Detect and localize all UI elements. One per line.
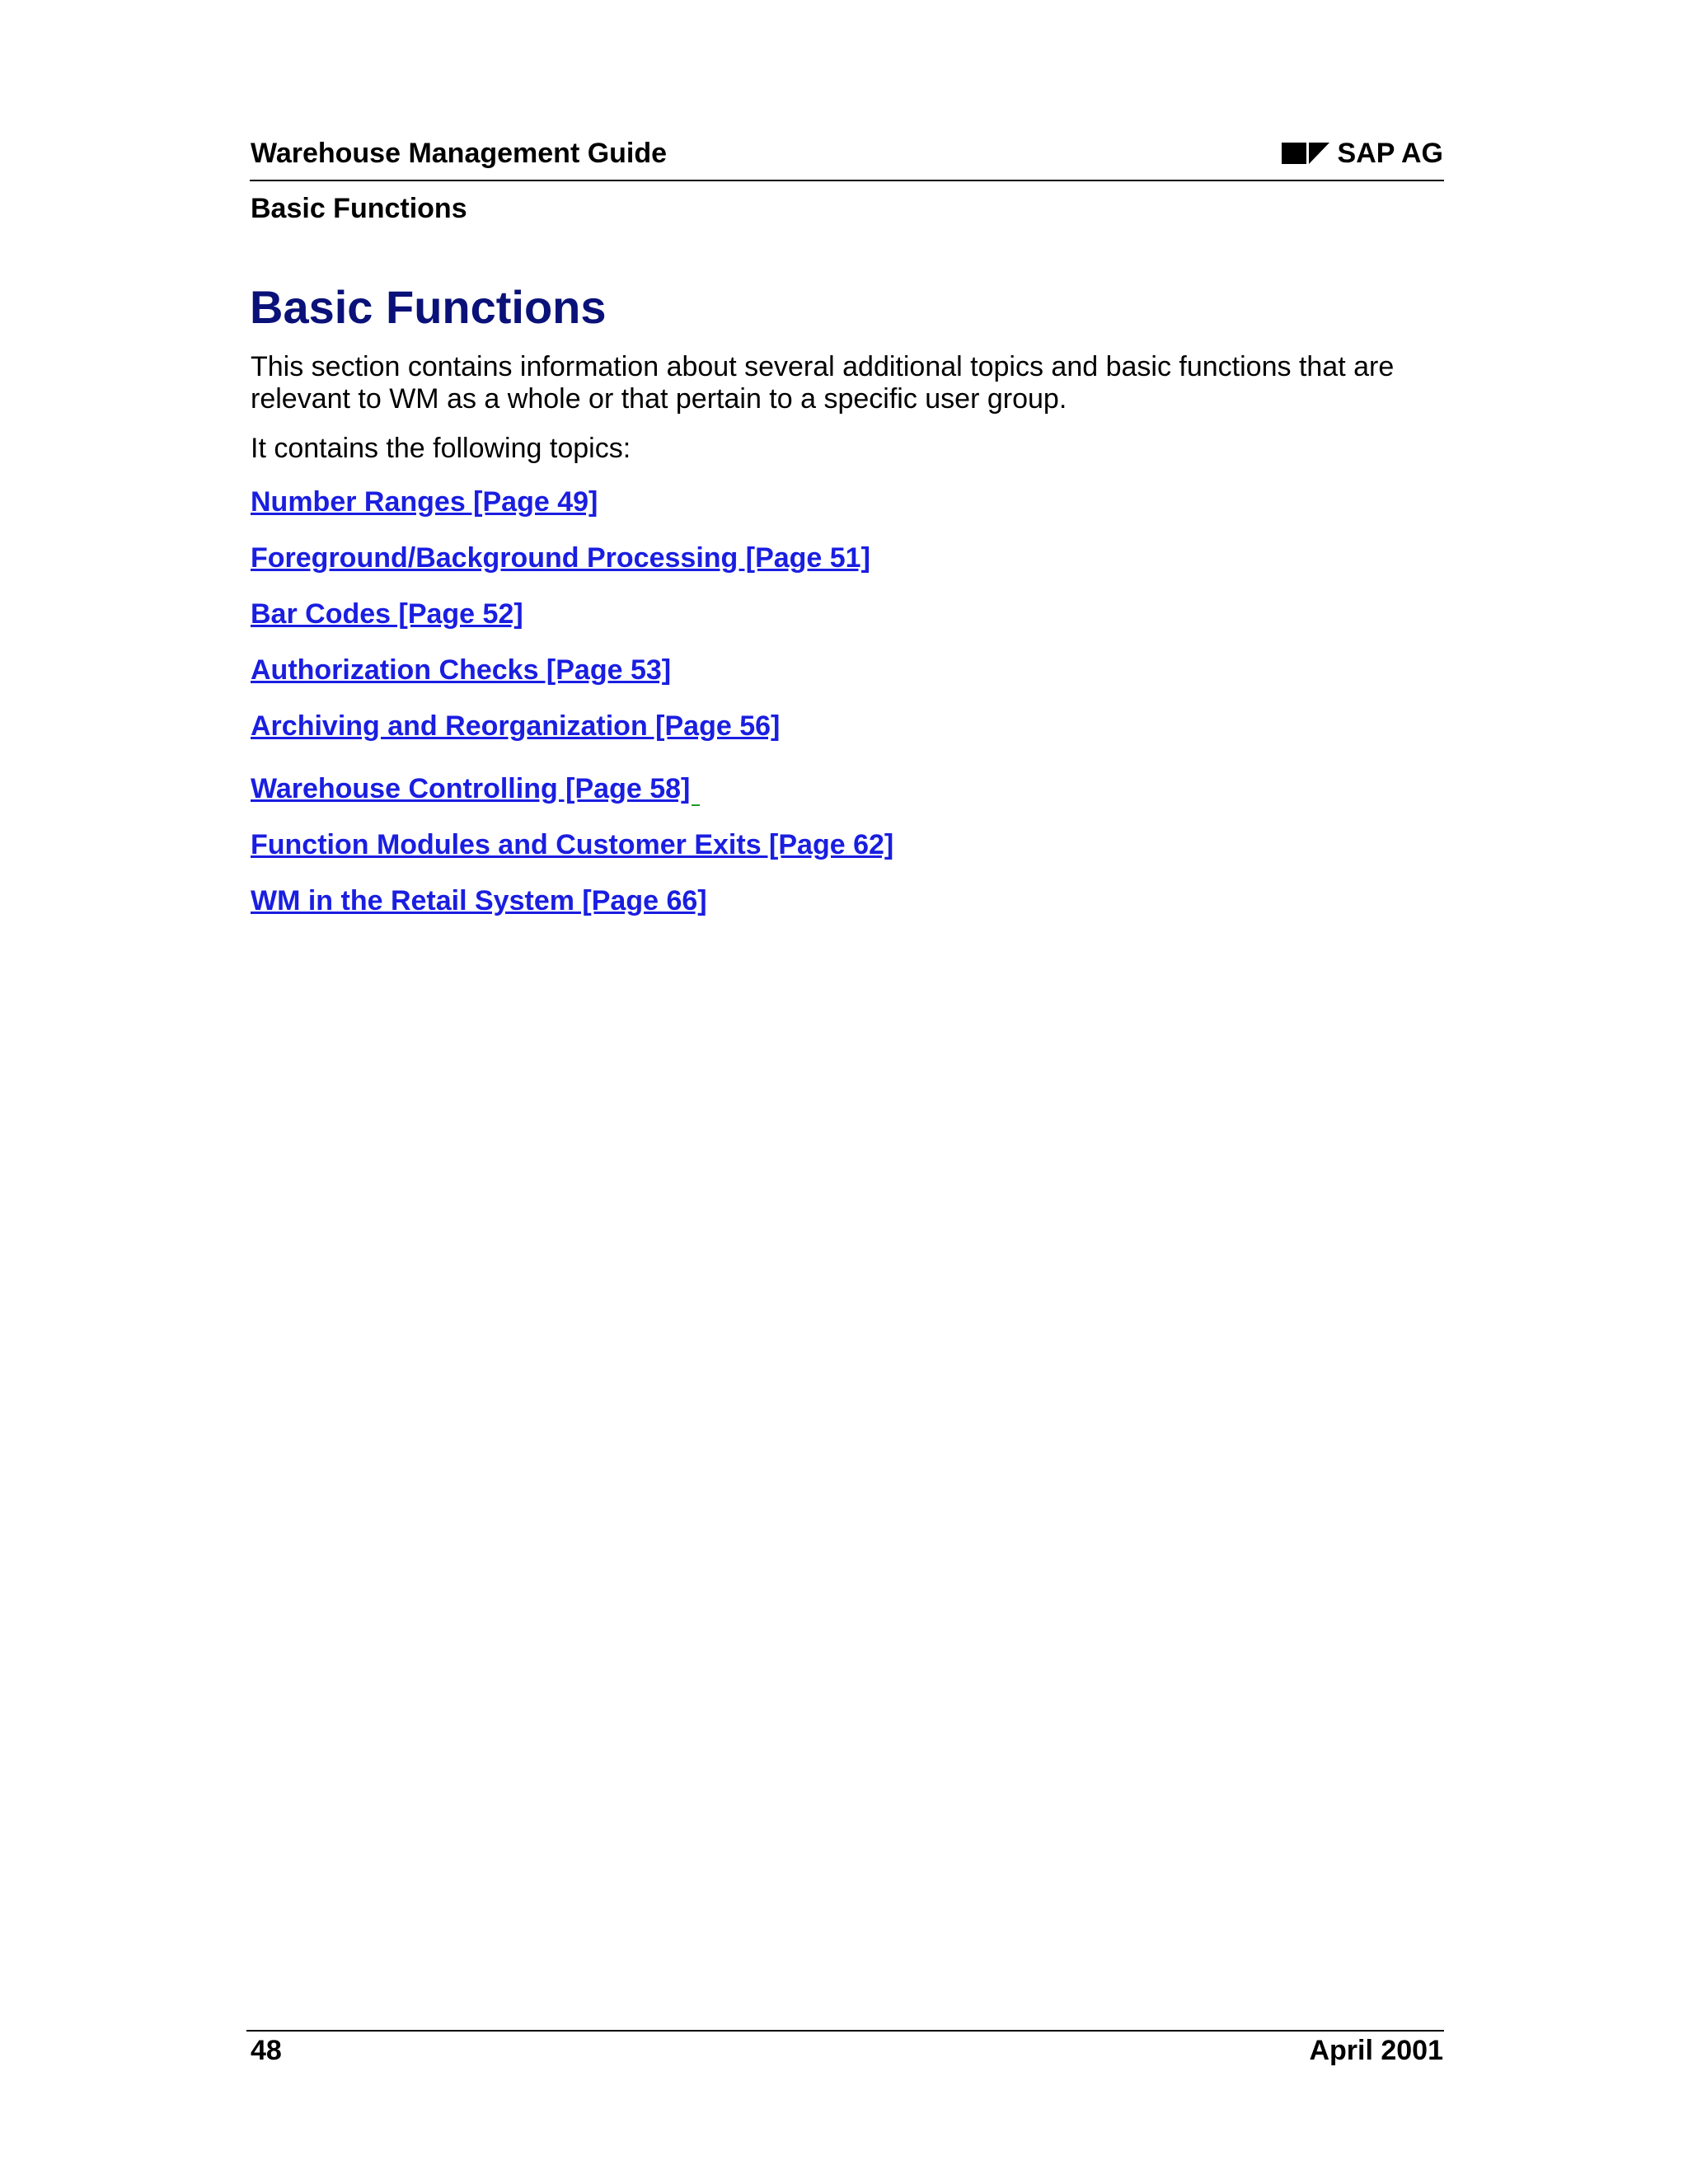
topic-link-function-modules-customer-exits[interactable]: Function Modules and Customer Exits [Page 62] bbox=[251, 829, 894, 860]
section-label: Basic Functions bbox=[251, 193, 467, 224]
topic-link-wm-retail-system[interactable]: WM in the Retail System [Page 66] bbox=[251, 885, 707, 916]
page-number: 48 bbox=[251, 2035, 282, 2066]
topic-link-archiving-reorganization[interactable]: Archiving and Reorganization [Page 56] bbox=[251, 710, 781, 742]
topic-link-authorization-checks[interactable]: Authorization Checks [Page 53] bbox=[251, 654, 672, 686]
intro-paragraph: This section contains information about several additional topics and basic functions that are relevant to WM as a whole or that pertain to a specific user group. bbox=[251, 351, 1395, 415]
header-divider bbox=[250, 180, 1444, 181]
brand-name: SAP AG bbox=[1337, 138, 1443, 169]
green-underscore-mark bbox=[692, 804, 700, 806]
publication-date: April 2001 bbox=[1309, 2035, 1443, 2066]
topic-link-number-ranges[interactable]: Number Ranges [Page 49] bbox=[251, 486, 598, 518]
sap-logo-icon bbox=[1282, 143, 1329, 164]
topic-row-warehouse-controlling bbox=[251, 772, 700, 806]
page-title: Basic Functions bbox=[250, 281, 607, 333]
footer-divider bbox=[246, 2030, 1444, 2032]
topics-lead-text: It contains the following topics: bbox=[251, 433, 631, 464]
guide-title: Warehouse Management Guide bbox=[251, 138, 668, 169]
topic-link-warehouse-controlling[interactable]: Warehouse Controlling [Page 58] bbox=[251, 773, 691, 804]
topic-link-foreground-background-processing[interactable]: Foreground/Background Processing [Page 51] bbox=[251, 542, 870, 574]
topic-link-bar-codes[interactable]: Bar Codes [Page 52] bbox=[251, 598, 523, 630]
brand-block bbox=[1282, 137, 1443, 170]
